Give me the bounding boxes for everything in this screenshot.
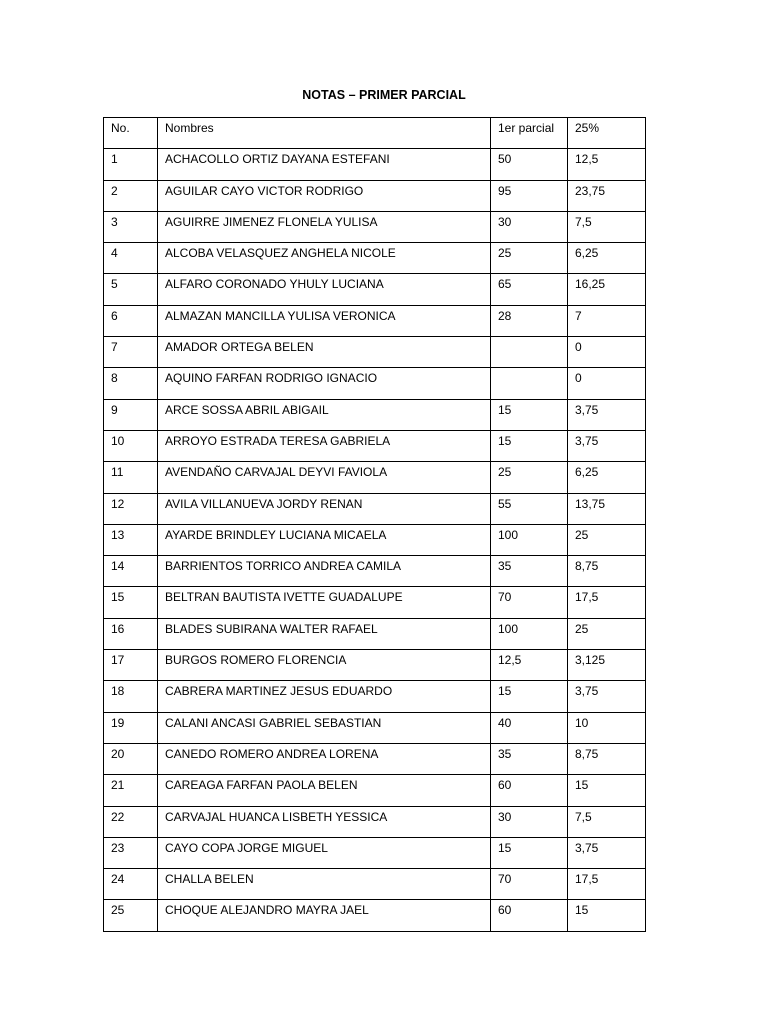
cell-percent: 6,25 bbox=[568, 462, 646, 493]
cell-number: 16 bbox=[104, 618, 158, 649]
cell-percent: 3,125 bbox=[568, 650, 646, 681]
cell-first-exam: 70 bbox=[491, 587, 568, 618]
cell-name: BLADES SUBIRANA WALTER RAFAEL bbox=[158, 618, 491, 649]
table-row bbox=[104, 681, 646, 712]
cell-number: 14 bbox=[104, 556, 158, 587]
cell-percent: 13,75 bbox=[568, 493, 646, 524]
cell-number: 2 bbox=[104, 180, 158, 211]
cell-number: 4 bbox=[104, 243, 158, 274]
cell-number: 3 bbox=[104, 211, 158, 242]
column-header-first-exam: 1er parcial bbox=[491, 118, 568, 149]
cell-number: 1 bbox=[104, 149, 158, 180]
cell-name: AQUINO FARFAN RODRIGO IGNACIO bbox=[158, 368, 491, 399]
cell-percent: 0 bbox=[568, 368, 646, 399]
table-row bbox=[104, 211, 646, 242]
table-row bbox=[104, 900, 646, 931]
cell-percent: 17,5 bbox=[568, 869, 646, 900]
cell-number: 5 bbox=[104, 274, 158, 305]
cell-first-exam: 25 bbox=[491, 243, 568, 274]
cell-number: 13 bbox=[104, 524, 158, 555]
cell-name: CALANI ANCASI GABRIEL SEBASTIAN bbox=[158, 712, 491, 743]
cell-name: AVENDAÑO CARVAJAL DEYVI FAVIOLA bbox=[158, 462, 491, 493]
cell-first-exam: 60 bbox=[491, 900, 568, 931]
cell-name: BURGOS ROMERO FLORENCIA bbox=[158, 650, 491, 681]
column-header-percent: 25% bbox=[568, 118, 646, 149]
table-header-row bbox=[104, 118, 646, 149]
cell-name: AGUILAR CAYO VICTOR RODRIGO bbox=[158, 180, 491, 211]
table-row bbox=[104, 712, 646, 743]
column-header-number: No. bbox=[104, 118, 158, 149]
table-row bbox=[104, 180, 646, 211]
cell-first-exam: 28 bbox=[491, 305, 568, 336]
table-row bbox=[104, 524, 646, 555]
cell-percent: 15 bbox=[568, 775, 646, 806]
cell-percent: 16,25 bbox=[568, 274, 646, 305]
cell-percent: 23,75 bbox=[568, 180, 646, 211]
cell-number: 6 bbox=[104, 305, 158, 336]
cell-percent: 7,5 bbox=[568, 806, 646, 837]
cell-percent: 10 bbox=[568, 712, 646, 743]
cell-name: CABRERA MARTINEZ JESUS EDUARDO bbox=[158, 681, 491, 712]
cell-name: CARVAJAL HUANCA LISBETH YESSICA bbox=[158, 806, 491, 837]
cell-number: 20 bbox=[104, 743, 158, 774]
table-row bbox=[104, 837, 646, 868]
table-row bbox=[104, 743, 646, 774]
cell-first-exam: 15 bbox=[491, 399, 568, 430]
cell-percent: 0 bbox=[568, 337, 646, 368]
table-row bbox=[104, 149, 646, 180]
cell-name: CHALLA BELEN bbox=[158, 869, 491, 900]
table-row bbox=[104, 587, 646, 618]
cell-first-exam: 15 bbox=[491, 430, 568, 461]
table-row bbox=[104, 775, 646, 806]
cell-first-exam: 95 bbox=[491, 180, 568, 211]
cell-name: BARRIENTOS TORRICO ANDREA CAMILA bbox=[158, 556, 491, 587]
table-row bbox=[104, 337, 646, 368]
grades-table bbox=[103, 117, 646, 932]
table-row bbox=[104, 305, 646, 336]
cell-name: AMADOR ORTEGA BELEN bbox=[158, 337, 491, 368]
cell-number: 10 bbox=[104, 430, 158, 461]
table-row bbox=[104, 399, 646, 430]
cell-first-exam bbox=[491, 337, 568, 368]
cell-name: ACHACOLLO ORTIZ DAYANA ESTEFANI bbox=[158, 149, 491, 180]
cell-percent: 7 bbox=[568, 305, 646, 336]
cell-first-exam: 40 bbox=[491, 712, 568, 743]
cell-first-exam: 60 bbox=[491, 775, 568, 806]
table-body bbox=[104, 149, 646, 931]
cell-number: 15 bbox=[104, 587, 158, 618]
cell-first-exam: 30 bbox=[491, 211, 568, 242]
cell-first-exam: 35 bbox=[491, 743, 568, 774]
table-row bbox=[104, 618, 646, 649]
cell-name: AGUIRRE JIMENEZ FLONELA YULISA bbox=[158, 211, 491, 242]
table-row bbox=[104, 806, 646, 837]
table-row bbox=[104, 493, 646, 524]
cell-first-exam: 50 bbox=[491, 149, 568, 180]
table-row bbox=[104, 243, 646, 274]
cell-percent: 25 bbox=[568, 618, 646, 649]
table-row bbox=[104, 650, 646, 681]
cell-first-exam: 35 bbox=[491, 556, 568, 587]
cell-number: 9 bbox=[104, 399, 158, 430]
cell-name: CHOQUE ALEJANDRO MAYRA JAEL bbox=[158, 900, 491, 931]
cell-first-exam: 65 bbox=[491, 274, 568, 305]
cell-number: 22 bbox=[104, 806, 158, 837]
table-row bbox=[104, 462, 646, 493]
cell-percent: 7,5 bbox=[568, 211, 646, 242]
cell-first-exam: 70 bbox=[491, 869, 568, 900]
cell-percent: 8,75 bbox=[568, 743, 646, 774]
cell-percent: 17,5 bbox=[568, 587, 646, 618]
cell-name: ARROYO ESTRADA TERESA GABRIELA bbox=[158, 430, 491, 461]
cell-name: CANEDO ROMERO ANDREA LORENA bbox=[158, 743, 491, 774]
cell-percent: 3,75 bbox=[568, 837, 646, 868]
cell-first-exam: 30 bbox=[491, 806, 568, 837]
cell-name: ALFARO CORONADO YHULY LUCIANA bbox=[158, 274, 491, 305]
cell-number: 24 bbox=[104, 869, 158, 900]
table-row bbox=[104, 869, 646, 900]
cell-percent: 6,25 bbox=[568, 243, 646, 274]
cell-first-exam: 15 bbox=[491, 681, 568, 712]
cell-percent: 3,75 bbox=[568, 430, 646, 461]
column-header-names: Nombres bbox=[158, 118, 491, 149]
cell-name: CAYO COPA JORGE MIGUEL bbox=[158, 837, 491, 868]
cell-number: 11 bbox=[104, 462, 158, 493]
cell-percent: 8,75 bbox=[568, 556, 646, 587]
cell-number: 7 bbox=[104, 337, 158, 368]
table-row bbox=[104, 430, 646, 461]
cell-first-exam: 12,5 bbox=[491, 650, 568, 681]
cell-number: 21 bbox=[104, 775, 158, 806]
table-row bbox=[104, 274, 646, 305]
cell-name: ARCE SOSSA ABRIL ABIGAIL bbox=[158, 399, 491, 430]
cell-first-exam: 100 bbox=[491, 524, 568, 555]
cell-percent: 25 bbox=[568, 524, 646, 555]
cell-number: 23 bbox=[104, 837, 158, 868]
page-title: NOTAS – PRIMER PARCIAL bbox=[302, 88, 466, 102]
cell-number: 8 bbox=[104, 368, 158, 399]
cell-name: AVILA VILLANUEVA JORDY RENAN bbox=[158, 493, 491, 524]
cell-name: CAREAGA FARFAN PAOLA BELEN bbox=[158, 775, 491, 806]
cell-first-exam: 25 bbox=[491, 462, 568, 493]
cell-name: ALCOBA VELASQUEZ ANGHELA NICOLE bbox=[158, 243, 491, 274]
cell-name: AYARDE BRINDLEY LUCIANA MICAELA bbox=[158, 524, 491, 555]
cell-number: 17 bbox=[104, 650, 158, 681]
cell-percent: 3,75 bbox=[568, 681, 646, 712]
cell-number: 25 bbox=[104, 900, 158, 931]
cell-name: BELTRAN BAUTISTA IVETTE GUADALUPE bbox=[158, 587, 491, 618]
cell-name: ALMAZAN MANCILLA YULISA VERONICA bbox=[158, 305, 491, 336]
cell-number: 19 bbox=[104, 712, 158, 743]
cell-first-exam: 100 bbox=[491, 618, 568, 649]
table-row bbox=[104, 368, 646, 399]
cell-percent: 15 bbox=[568, 900, 646, 931]
cell-first-exam: 15 bbox=[491, 837, 568, 868]
cell-first-exam: 55 bbox=[491, 493, 568, 524]
cell-percent: 3,75 bbox=[568, 399, 646, 430]
cell-number: 12 bbox=[104, 493, 158, 524]
table-row bbox=[104, 556, 646, 587]
cell-number: 18 bbox=[104, 681, 158, 712]
cell-first-exam bbox=[491, 368, 568, 399]
cell-percent: 12,5 bbox=[568, 149, 646, 180]
